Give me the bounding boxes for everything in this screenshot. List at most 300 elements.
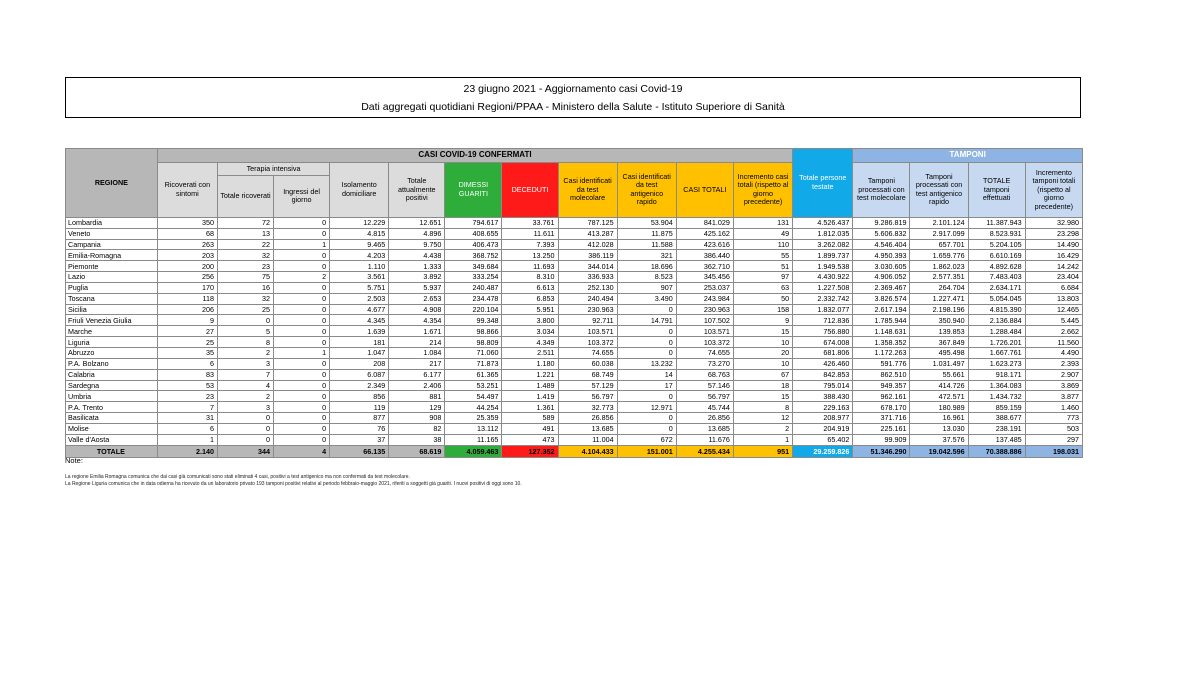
value-cell: 9.286.819 [853,217,910,228]
notes-section [65,456,522,488]
value-cell: 26.856 [558,413,617,424]
value-cell: 1 [733,434,792,445]
value-cell: 1.227.508 [793,282,853,293]
value-cell: 962.161 [853,391,910,402]
notes-title: Note: [65,456,83,465]
value-cell: 4.546.404 [853,239,910,250]
value-cell: 103.571 [676,326,733,337]
value-cell: 2.634.171 [968,282,1025,293]
value-cell: 13 [217,228,273,239]
value-cell: 841.029 [676,217,733,228]
value-cell: 2 [733,423,792,434]
value-cell: 57.129 [558,380,617,391]
header-terapia-intensiva: Terapia intensiva [217,163,329,176]
value-cell: 11.588 [617,239,676,250]
value-cell: 0 [274,261,330,272]
value-cell: 27 [157,326,217,337]
value-cell: 253.037 [676,282,733,293]
value-cell: 0 [274,369,330,380]
value-cell: 0 [274,326,330,337]
value-cell: 13.112 [445,423,502,434]
value-cell: 5.606.832 [853,228,910,239]
value-cell: 4.354 [389,315,445,326]
value-cell: 5 [217,326,273,337]
table-row [66,272,1083,283]
region-name-cell: Friuli Venezia Giulia [66,315,158,326]
value-cell: 131 [733,217,792,228]
value-cell: 12.971 [617,402,676,413]
value-cell: 4.203 [330,250,389,261]
value-cell: 23 [217,261,273,272]
header-casi-totali: CASI TOTALI [676,163,733,218]
value-cell: 773 [1025,413,1082,424]
value-cell: 425.162 [676,228,733,239]
value-cell: 0 [617,347,676,358]
value-cell: 1.489 [502,380,558,391]
region-name-cell: Sicilia [66,304,158,315]
value-cell: 842.853 [793,369,853,380]
value-cell: 2 [217,347,273,358]
value-cell: 82 [389,423,445,434]
total-value-cell: 4.255.434 [676,445,733,457]
value-cell: 10 [733,337,792,348]
value-cell: 4.906.052 [853,272,910,283]
value-cell: 8 [217,337,273,348]
value-cell: 203 [157,250,217,261]
value-cell: 0 [274,358,330,369]
header-regione: REGIONE [66,149,158,218]
value-cell: 0 [617,337,676,348]
value-cell: 1.726.201 [968,337,1025,348]
value-cell: 49 [733,228,792,239]
table-row [66,369,1083,380]
value-cell: 423.616 [676,239,733,250]
value-cell: 4.345 [330,315,389,326]
value-cell: 0 [274,315,330,326]
header-group-tamponi: TAMPONI [853,149,1083,163]
table-row [66,304,1083,315]
header-incremento-tamponi: Incremento tamponi totali (rispetto al giorno precedente) [1025,163,1082,218]
value-cell: 1.639 [330,326,389,337]
value-cell: 6.684 [1025,282,1082,293]
value-cell: 0 [274,282,330,293]
value-cell: 57.146 [676,380,733,391]
table-row [66,326,1083,337]
value-cell: 12.229 [330,217,389,228]
value-cell: 11.560 [1025,337,1082,348]
value-cell: 412.028 [558,239,617,250]
value-cell: 1.227.471 [910,293,968,304]
value-cell: 119 [330,402,389,413]
value-cell: 33.761 [502,217,558,228]
value-cell: 44.254 [445,402,502,413]
value-cell: 681.806 [793,347,853,358]
value-cell: 3.869 [1025,380,1082,391]
value-cell: 238.191 [968,423,1025,434]
value-cell: 1.434.732 [968,391,1025,402]
value-cell: 1.785.944 [853,315,910,326]
value-cell: 2.198.196 [910,304,968,315]
value-cell: 65.402 [793,434,853,445]
header-totale-positivi: Totale attualmente positivi [389,163,445,218]
value-cell: 1.148.631 [853,326,910,337]
value-cell: 386.119 [558,250,617,261]
table-row [66,337,1083,348]
region-name-cell: Lombardia [66,217,158,228]
value-cell: 0 [617,304,676,315]
value-cell: 345.456 [676,272,733,283]
value-cell: 4.892.628 [968,261,1025,272]
table-row [66,239,1083,250]
value-cell: 12.465 [1025,304,1082,315]
value-cell: 54.497 [445,391,502,402]
value-cell: 243.984 [676,293,733,304]
value-cell: 856 [330,391,389,402]
value-cell: 98.866 [445,326,502,337]
report-title: 23 giugno 2021 - Aggiornamento casi Covid-19 [463,83,683,95]
table-row [66,282,1083,293]
value-cell: 61.365 [445,369,502,380]
value-cell: 10 [733,358,792,369]
value-cell: 263 [157,239,217,250]
value-cell: 2 [274,272,330,283]
value-cell: 350.940 [910,315,968,326]
value-cell: 37 [330,434,389,445]
value-cell: 20 [733,347,792,358]
note-line: La regione Emilia Romagna comunica che dai casi già comunicati sono stati eliminati 4 casi, positivi a test antigenico ma non confermati da test molecolare. [65,474,410,480]
value-cell: 32.980 [1025,217,1082,228]
value-cell: 71.060 [445,347,502,358]
value-cell: 0 [274,402,330,413]
total-value-cell: 151.001 [617,445,676,457]
table-row [66,261,1083,272]
total-value-cell: 4 [274,445,330,457]
value-cell: 8.523.931 [968,228,1025,239]
value-cell: 0 [617,391,676,402]
value-cell: 5.751 [330,282,389,293]
value-cell: 1.659.776 [910,250,968,261]
value-cell: 413.287 [558,228,617,239]
total-value-cell: 344 [217,445,273,457]
value-cell: 206 [157,304,217,315]
value-cell: 2.577.351 [910,272,968,283]
value-cell: 368.752 [445,250,502,261]
value-cell: 4 [217,380,273,391]
value-cell: 362.710 [676,261,733,272]
value-cell: 11.693 [502,261,558,272]
header-deceduti: DECEDUTI [502,163,558,218]
value-cell: 137.485 [968,434,1025,445]
value-cell: 208.977 [793,413,853,424]
value-cell: 25 [217,304,273,315]
value-cell: 217 [389,358,445,369]
table-row [66,402,1083,413]
region-name-cell: Campania [66,239,158,250]
table-row [66,391,1083,402]
value-cell: 4.430.922 [793,272,853,283]
total-value-cell: 2.140 [157,445,217,457]
value-cell: 8 [733,402,792,413]
value-cell: 6.853 [502,293,558,304]
value-cell: 92.711 [558,315,617,326]
region-name-cell: Emilia-Romagna [66,250,158,261]
value-cell: 1.084 [389,347,445,358]
value-cell: 7 [217,369,273,380]
header-totale-persone-testate: Totale persone testate [793,149,853,218]
table-row [66,380,1083,391]
value-cell: 16.961 [910,413,968,424]
value-cell: 6.177 [389,369,445,380]
value-cell: 35 [157,347,217,358]
value-cell: 230.963 [558,304,617,315]
value-cell: 4.896 [389,228,445,239]
value-cell: 103.372 [676,337,733,348]
value-cell: 13.685 [558,423,617,434]
value-cell: 1.047 [330,347,389,358]
value-cell: 4.908 [389,304,445,315]
value-cell: 371.716 [853,413,910,424]
value-cell: 321 [617,250,676,261]
value-cell: 2.503 [330,293,389,304]
value-cell: 170 [157,282,217,293]
value-cell: 3.030.605 [853,261,910,272]
value-cell: 5.445 [1025,315,1082,326]
table-row [66,413,1083,424]
region-name-cell: Toscana [66,293,158,304]
value-cell: 1.031.497 [910,358,968,369]
value-cell: 38 [389,434,445,445]
value-cell: 11.387.943 [968,217,1025,228]
value-cell: 2.653 [389,293,445,304]
region-name-cell: Basilicata [66,413,158,424]
value-cell: 17 [617,380,676,391]
value-cell: 0 [274,391,330,402]
value-cell: 426.460 [793,358,853,369]
value-cell: 4.677 [330,304,389,315]
value-cell: 53.251 [445,380,502,391]
value-cell: 181 [330,337,389,348]
header-group-confermati: CASI COVID-19 CONFERMATI [157,149,792,163]
value-cell: 8.310 [502,272,558,283]
value-cell: 3.490 [617,293,676,304]
value-cell: 74.655 [676,347,733,358]
value-cell: 918.171 [968,369,1025,380]
value-cell: 672 [617,434,676,445]
value-cell: 756.880 [793,326,853,337]
value-cell: 388.430 [793,391,853,402]
value-cell: 907 [617,282,676,293]
value-cell: 1.862.023 [910,261,968,272]
header-tamponi-antigenico: Tamponi processati con test antigenico rapido [910,163,968,218]
value-cell: 674.008 [793,337,853,348]
value-cell: 877 [330,413,389,424]
value-cell: 56.797 [676,391,733,402]
value-cell: 129 [389,402,445,413]
value-cell: 5.054.045 [968,293,1025,304]
value-cell: 7.393 [502,239,558,250]
value-cell: 25.359 [445,413,502,424]
table-row [66,347,1083,358]
table-row [66,228,1083,239]
header-tamponi-molecolare: Tamponi processati con test molecolare [853,163,910,218]
value-cell: 4.815 [330,228,389,239]
value-cell: 794.617 [445,217,502,228]
value-cell: 63 [733,282,792,293]
value-cell: 11.611 [502,228,558,239]
value-cell: 55.661 [910,369,968,380]
value-cell: 118 [157,293,217,304]
covid-data-table [65,148,1083,458]
value-cell: 3.262.082 [793,239,853,250]
value-cell: 99.348 [445,315,502,326]
note-line: La Regione Liguria comunica che in data odierna ha ricevuto da un laboratorio privato 193 tamponi positivi relativi al periodo febbraio-maggio 2021, riferiti a soggetti già guariti. I nuovi positivi di oggi sono 10. [65,481,522,487]
region-name-cell: Puglia [66,282,158,293]
value-cell: 1.812.035 [793,228,853,239]
total-value-cell: 66.135 [330,445,389,457]
value-cell: 240.494 [558,293,617,304]
region-name-cell: Calabria [66,369,158,380]
region-name-cell: Marche [66,326,158,337]
value-cell: 11.875 [617,228,676,239]
value-cell: 503 [1025,423,1082,434]
value-cell: 72 [217,217,273,228]
value-cell: 13.803 [1025,293,1082,304]
value-cell: 3.877 [1025,391,1082,402]
value-cell: 1.419 [502,391,558,402]
table-row [66,315,1083,326]
value-cell: 3.561 [330,272,389,283]
value-cell: 1.333 [389,261,445,272]
value-cell: 1.172.263 [853,347,910,358]
value-cell: 71.873 [445,358,502,369]
header-ingressi-giorno: Ingressi del giorno [274,175,330,217]
value-cell: 0 [617,326,676,337]
value-cell: 0 [274,293,330,304]
region-name-cell: Sardegna [66,380,158,391]
value-cell: 4.815.390 [968,304,1025,315]
value-cell: 23 [157,391,217,402]
region-name-cell: Liguria [66,337,158,348]
value-cell: 2.101.124 [910,217,968,228]
value-cell: 1.832.077 [793,304,853,315]
value-cell: 3.800 [502,315,558,326]
value-cell: 9.465 [330,239,389,250]
value-cell: 7 [157,402,217,413]
value-cell: 591.776 [853,358,910,369]
value-cell: 6 [157,423,217,434]
value-cell: 23.404 [1025,272,1082,283]
value-cell: 51 [733,261,792,272]
value-cell: 83 [157,369,217,380]
value-cell: 0 [217,434,273,445]
value-cell: 388.677 [968,413,1025,424]
header-dimessi-guariti: DIMESSI GUARITI [445,163,502,218]
region-name-cell: Piemonte [66,261,158,272]
table-row [66,434,1083,445]
value-cell: 6.613 [502,282,558,293]
value-cell: 0 [217,423,273,434]
total-value-cell: 127.352 [502,445,558,457]
value-cell: 97 [733,272,792,283]
value-cell: 5.951 [502,304,558,315]
table-row [66,250,1083,261]
value-cell: 787.125 [558,217,617,228]
value-cell: 14.490 [1025,239,1082,250]
value-cell: 336.933 [558,272,617,283]
value-cell: 9 [733,315,792,326]
value-cell: 333.254 [445,272,502,283]
value-cell: 139.853 [910,326,968,337]
value-cell: 6.087 [330,369,389,380]
total-value-cell: 4.104.433 [558,445,617,457]
value-cell: 13.685 [676,423,733,434]
region-name-cell: P.A. Trento [66,402,158,413]
header-ricoverati-sintomi: Ricoverati con sintomi [157,163,217,218]
value-cell: 949.357 [853,380,910,391]
value-cell: 406.473 [445,239,502,250]
value-cell: 32 [217,293,273,304]
value-cell: 473 [502,434,558,445]
value-cell: 2.907 [1025,369,1082,380]
region-name-cell: P.A. Bolzano [66,358,158,369]
value-cell: 13.232 [617,358,676,369]
value-cell: 16 [217,282,273,293]
table-row [66,358,1083,369]
value-cell: 908 [389,413,445,424]
value-cell: 2.617.194 [853,304,910,315]
value-cell: 76 [330,423,389,434]
value-cell: 1.899.737 [793,250,853,261]
value-cell: 4.526.437 [793,217,853,228]
value-cell: 225.161 [853,423,910,434]
value-cell: 6 [157,358,217,369]
value-cell: 1.358.352 [853,337,910,348]
value-cell: 1.364.083 [968,380,1025,391]
value-cell: 1.361 [502,402,558,413]
value-cell: 386.440 [676,250,733,261]
value-cell: 859.159 [968,402,1025,413]
value-cell: 11.004 [558,434,617,445]
value-cell: 229.163 [793,402,853,413]
value-cell: 6.610.169 [968,250,1025,261]
value-cell: 53.904 [617,217,676,228]
region-name-cell: Lazio [66,272,158,283]
value-cell: 234.478 [445,293,502,304]
value-cell: 68.749 [558,369,617,380]
value-cell: 220.104 [445,304,502,315]
value-cell: 0 [274,380,330,391]
value-cell: 3.034 [502,326,558,337]
value-cell: 589 [502,413,558,424]
value-cell: 14.791 [617,315,676,326]
total-value-cell: 51.346.290 [853,445,910,457]
value-cell: 2.406 [389,380,445,391]
value-cell: 12.651 [389,217,445,228]
value-cell: 31 [157,413,217,424]
value-cell: 0 [274,217,330,228]
value-cell: 712.836 [793,315,853,326]
table-row [66,217,1083,228]
value-cell: 67 [733,369,792,380]
value-cell: 14 [617,369,676,380]
value-cell: 7.483.403 [968,272,1025,283]
header-isolamento: Isolamento domiciliare [330,163,389,218]
header-totale-tamponi: TOTALE tamponi effettuati [968,163,1025,218]
value-cell: 3 [217,402,273,413]
value-cell: 256 [157,272,217,283]
value-cell: 9 [157,315,217,326]
value-cell: 98.809 [445,337,502,348]
